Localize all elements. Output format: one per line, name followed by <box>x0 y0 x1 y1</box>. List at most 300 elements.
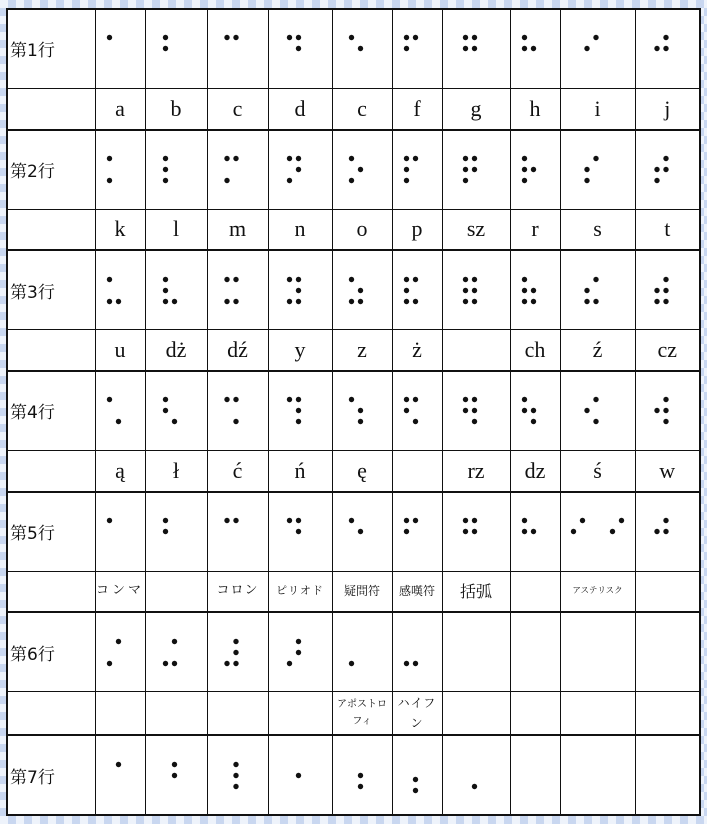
braille-dot <box>654 529 659 534</box>
row-label-blank <box>7 330 95 371</box>
braille-dot <box>521 277 526 282</box>
braille-dot <box>106 178 111 183</box>
dot-row <box>7 735 700 815</box>
letter-label <box>145 571 207 612</box>
braille-cell-container <box>95 492 145 571</box>
braille-cell-container <box>560 130 635 209</box>
letter-label: sz <box>442 209 510 250</box>
braille-cell <box>208 133 267 206</box>
braille-dot <box>286 661 291 666</box>
braille-cell <box>269 254 331 327</box>
braille-dot <box>471 397 476 402</box>
braille-dot <box>663 35 668 40</box>
braille-dot <box>162 167 167 172</box>
braille-dot <box>115 419 120 424</box>
braille-cell <box>333 616 391 689</box>
braille-cell <box>443 495 509 568</box>
braille-cell-container <box>510 735 560 815</box>
braille-cell <box>269 616 331 689</box>
braille-cell-container <box>560 735 635 815</box>
braille-cell <box>96 374 144 447</box>
braille-dot <box>224 156 229 161</box>
braille-dot <box>171 761 176 766</box>
letter-label: ch <box>510 330 560 371</box>
braille-dot <box>357 419 362 424</box>
braille-cell <box>511 616 559 689</box>
braille-cell <box>333 12 391 85</box>
letter-label <box>510 692 560 736</box>
letter-label: t <box>635 209 700 250</box>
braille-cell-container <box>207 9 268 88</box>
braille-dot <box>521 397 526 402</box>
braille-dot <box>403 156 408 161</box>
braille-cell-container <box>268 250 332 329</box>
letter-label: r <box>510 209 560 250</box>
letter-label: dź <box>207 330 268 371</box>
braille-dot <box>403 397 408 402</box>
braille-cell <box>443 133 509 206</box>
braille-cell-container <box>392 371 442 450</box>
braille-cell-container <box>510 612 560 691</box>
braille-dot <box>654 299 659 304</box>
braille-cell-container <box>268 9 332 88</box>
braille-dot <box>593 299 598 304</box>
row-label-blank <box>7 692 95 736</box>
letter-label <box>635 571 700 612</box>
braille-dot <box>663 397 668 402</box>
braille-dot <box>521 178 526 183</box>
braille-dot <box>579 518 584 523</box>
braille-dot <box>403 661 408 666</box>
text-row <box>7 571 700 612</box>
braille-dot <box>663 518 668 523</box>
braille-cell <box>561 254 634 327</box>
letter-label: ż <box>392 330 442 371</box>
symbol-name: ハイフン <box>392 692 442 736</box>
braille-dot <box>348 35 353 40</box>
braille-dot <box>295 772 300 777</box>
letter-label: m <box>207 209 268 250</box>
braille-cell-container <box>207 371 268 450</box>
braille-cell <box>393 495 441 568</box>
braille-cell <box>443 374 509 447</box>
braille-dot <box>233 761 238 766</box>
braille-dot <box>295 288 300 293</box>
braille-dot <box>162 288 167 293</box>
braille-dot <box>654 408 659 413</box>
braille-dot <box>286 35 291 40</box>
braille-dot <box>348 661 353 666</box>
dot-row <box>7 130 700 209</box>
braille-dot <box>286 299 291 304</box>
braille-cell <box>333 133 391 206</box>
braille-dot <box>233 639 238 644</box>
braille-dot <box>115 299 120 304</box>
braille-cell <box>511 12 559 85</box>
braille-cell-container <box>635 250 700 329</box>
braille-cell <box>146 133 206 206</box>
braille-cell-container <box>332 130 392 209</box>
braille-dot <box>412 156 417 161</box>
braille-cell-container <box>145 492 207 571</box>
braille-cell <box>561 616 634 689</box>
letter-label: p <box>392 209 442 250</box>
braille-dot <box>663 288 668 293</box>
braille-cell-container <box>207 612 268 691</box>
letter-label: ń <box>268 450 332 491</box>
braille-dot <box>462 178 467 183</box>
braille-cell-container <box>510 130 560 209</box>
braille-dot <box>115 761 120 766</box>
braille-cell-container <box>392 9 442 88</box>
letter-label: b <box>145 88 207 129</box>
braille-cell <box>636 254 699 327</box>
braille-cell <box>561 133 634 206</box>
braille-dot <box>471 288 476 293</box>
braille-cell <box>443 616 509 689</box>
braille-dot <box>403 288 408 293</box>
braille-dot <box>403 518 408 523</box>
braille-dot <box>593 35 598 40</box>
braille-cell-container <box>392 735 442 815</box>
braille-dot <box>106 277 111 282</box>
braille-cell <box>636 739 699 812</box>
braille-dot <box>233 397 238 402</box>
braille-dot <box>348 277 353 282</box>
braille-dot <box>471 46 476 51</box>
braille-dot <box>295 639 300 644</box>
braille-dot <box>618 518 623 523</box>
braille-cell-container <box>332 9 392 88</box>
braille-dot <box>171 639 176 644</box>
braille-cell-container <box>145 371 207 450</box>
braille-dot <box>593 277 598 282</box>
braille-dot <box>357 408 362 413</box>
letter-label: ą <box>95 450 145 491</box>
braille-dot <box>403 35 408 40</box>
braille-dot <box>654 288 659 293</box>
row-label: 第2行 <box>7 130 95 209</box>
braille-cell-container <box>268 130 332 209</box>
letter-label: rz <box>442 450 510 491</box>
braille-cell <box>511 133 559 206</box>
braille-dot <box>403 529 408 534</box>
braille-cell <box>636 12 699 85</box>
braille-dot <box>584 167 589 172</box>
braille-dot <box>471 783 476 788</box>
braille-cell-container <box>510 250 560 329</box>
braille-dot <box>162 46 167 51</box>
row-label-blank <box>7 209 95 250</box>
braille-dot <box>162 518 167 523</box>
braille-cell <box>443 12 509 85</box>
braille-cell-container <box>207 492 268 571</box>
braille-cell <box>96 616 144 689</box>
braille-cell <box>96 254 144 327</box>
row-label: 第5行 <box>7 492 95 571</box>
braille-dot <box>357 167 362 172</box>
braille-cell <box>208 12 267 85</box>
braille-dot <box>357 783 362 788</box>
braille-dot <box>412 776 417 781</box>
braille-cell-container <box>145 9 207 88</box>
letter-label: n <box>268 209 332 250</box>
braille-dot <box>570 529 575 534</box>
braille-cell <box>269 495 331 568</box>
letter-label <box>442 692 510 736</box>
braille-dot <box>663 299 668 304</box>
braille-dot <box>471 408 476 413</box>
braille-dot <box>224 518 229 523</box>
braille-cell-container <box>95 250 145 329</box>
braille-dot <box>462 167 467 172</box>
braille-dot <box>348 299 353 304</box>
braille-dot <box>462 46 467 51</box>
braille-cell <box>333 495 391 568</box>
braille-cell <box>393 616 441 689</box>
braille-dot <box>162 277 167 282</box>
braille-cell-container <box>392 130 442 209</box>
braille-dot <box>357 772 362 777</box>
braille-dot <box>106 156 111 161</box>
braille-dot <box>521 288 526 293</box>
braille-dot <box>233 419 238 424</box>
braille-cell <box>636 374 699 447</box>
braille-cell <box>146 374 206 447</box>
braille-dot <box>286 156 291 161</box>
braille-cell-container <box>560 371 635 450</box>
braille-dot <box>593 419 598 424</box>
braille-cell-container <box>442 492 510 571</box>
braille-dot <box>530 408 535 413</box>
letter-label <box>207 692 268 736</box>
braille-dot <box>224 178 229 183</box>
braille-dot <box>521 529 526 534</box>
braille-cell <box>393 12 441 85</box>
braille-dot <box>530 299 535 304</box>
braille-cell-container <box>635 492 700 571</box>
braille-dot <box>162 299 167 304</box>
braille-dot <box>530 419 535 424</box>
braille-dot <box>295 529 300 534</box>
row-label-blank <box>7 450 95 491</box>
braille-dot <box>521 35 526 40</box>
braille-dot <box>663 277 668 282</box>
braille-cell-container <box>560 9 635 88</box>
braille-cell <box>511 495 559 568</box>
braille-dot <box>224 397 229 402</box>
braille-table <box>6 8 701 816</box>
braille-cell <box>333 374 391 447</box>
braille-cell-container <box>560 492 635 571</box>
braille-dot <box>357 46 362 51</box>
braille-dot <box>233 156 238 161</box>
braille-dot <box>462 35 467 40</box>
braille-cell <box>269 12 331 85</box>
letter-label: a <box>95 88 145 129</box>
braille-cell <box>96 739 144 812</box>
braille-cell <box>146 739 206 812</box>
braille-dot <box>593 156 598 161</box>
braille-cell <box>443 254 509 327</box>
braille-dot <box>471 419 476 424</box>
braille-cell-container <box>95 130 145 209</box>
braille-dot <box>357 299 362 304</box>
letter-label: z <box>332 330 392 371</box>
braille-dot <box>471 35 476 40</box>
braille-dot <box>521 167 526 172</box>
braille-dot <box>233 35 238 40</box>
braille-cell-container <box>332 612 392 691</box>
braille-dot <box>593 397 598 402</box>
symbol-name: コロン <box>207 571 268 612</box>
braille-dot <box>663 46 668 51</box>
braille-cell <box>146 254 206 327</box>
braille-dot <box>521 299 526 304</box>
braille-dot <box>530 288 535 293</box>
row-label-blank <box>7 88 95 129</box>
braille-cell <box>208 616 267 689</box>
symbol-name: 括弧 <box>442 571 510 612</box>
braille-cell <box>393 133 441 206</box>
letter-label: y <box>268 330 332 371</box>
braille-cell-container <box>510 492 560 571</box>
braille-cell <box>561 12 634 85</box>
braille-cell <box>208 254 267 327</box>
braille-dot <box>106 35 111 40</box>
braille-dot <box>471 167 476 172</box>
braille-cell <box>146 495 206 568</box>
letter-label: ł <box>145 450 207 491</box>
symbol-name: 疑問符 <box>332 571 392 612</box>
letter-label <box>510 571 560 612</box>
braille-cell-container <box>207 130 268 209</box>
braille-dot <box>471 156 476 161</box>
braille-dot <box>233 299 238 304</box>
braille-cell <box>208 374 267 447</box>
braille-table-sheet <box>6 8 699 816</box>
braille-cell <box>333 739 391 812</box>
braille-dot <box>233 772 238 777</box>
braille-dot <box>295 650 300 655</box>
braille-dot <box>412 299 417 304</box>
braille-cell-container <box>392 492 442 571</box>
letter-label: k <box>95 209 145 250</box>
symbol-name: アポストロフィ <box>332 692 392 736</box>
braille-dot <box>295 167 300 172</box>
braille-dot <box>663 419 668 424</box>
braille-cell <box>333 254 391 327</box>
braille-cell-container <box>332 250 392 329</box>
braille-cell-container <box>560 612 635 691</box>
braille-dot <box>584 299 589 304</box>
letter-label <box>635 692 700 736</box>
braille-dot <box>115 639 120 644</box>
braille-dot <box>162 156 167 161</box>
symbol-name: コンマ <box>95 571 145 612</box>
letter-label <box>560 692 635 736</box>
braille-dot <box>162 397 167 402</box>
braille-dot <box>412 35 417 40</box>
braille-dot <box>295 397 300 402</box>
braille-dot <box>348 397 353 402</box>
braille-cell <box>146 616 206 689</box>
braille-cell-container <box>268 371 332 450</box>
braille-cell-container <box>442 371 510 450</box>
row-label: 第4行 <box>7 371 95 450</box>
braille-dot <box>348 518 353 523</box>
braille-dot <box>663 529 668 534</box>
braille-cell-container <box>95 735 145 815</box>
braille-dot <box>162 35 167 40</box>
letter-label: o <box>332 209 392 250</box>
braille-cell <box>561 495 634 568</box>
braille-dot <box>412 661 417 666</box>
braille-dot <box>412 787 417 792</box>
braille-dot <box>162 408 167 413</box>
braille-cell-container <box>392 250 442 329</box>
braille-dot <box>530 167 535 172</box>
letter-label: dż <box>145 330 207 371</box>
braille-cell <box>96 133 144 206</box>
braille-dot <box>663 156 668 161</box>
braille-cell <box>269 374 331 447</box>
braille-dot <box>462 529 467 534</box>
letter-label: i <box>560 88 635 129</box>
braille-cell-container <box>635 612 700 691</box>
braille-dot <box>295 299 300 304</box>
braille-dot <box>471 299 476 304</box>
braille-cell-container <box>392 612 442 691</box>
braille-dot <box>286 397 291 402</box>
letter-label: cz <box>635 330 700 371</box>
braille-cell-container <box>442 735 510 815</box>
braille-dot <box>171 661 176 666</box>
letter-label <box>392 450 442 491</box>
text-row <box>7 692 700 736</box>
letter-label: d <box>268 88 332 129</box>
braille-dot <box>162 529 167 534</box>
braille-cell-container <box>332 492 392 571</box>
braille-cell-container <box>268 735 332 815</box>
braille-dot <box>663 408 668 413</box>
dot-row <box>7 9 700 88</box>
letter-label: c <box>332 88 392 129</box>
braille-cell-container <box>207 250 268 329</box>
letter-label <box>95 692 145 736</box>
symbol-name: 感嘆符 <box>392 571 442 612</box>
braille-dot <box>286 518 291 523</box>
letter-label <box>268 692 332 736</box>
braille-cell-container <box>510 9 560 88</box>
braille-dot <box>233 518 238 523</box>
braille-cell-container <box>95 612 145 691</box>
letter-label <box>442 330 510 371</box>
braille-dot <box>348 156 353 161</box>
braille-dot <box>403 299 408 304</box>
braille-dot <box>584 178 589 183</box>
braille-dot <box>171 419 176 424</box>
letter-label: c <box>207 88 268 129</box>
braille-cell <box>96 495 144 568</box>
text-row <box>7 450 700 491</box>
letter-label: u <box>95 330 145 371</box>
braille-dot <box>171 299 176 304</box>
braille-cell-container <box>145 130 207 209</box>
text-row <box>7 330 700 371</box>
letter-label: g <box>442 88 510 129</box>
row-label: 第6行 <box>7 612 95 691</box>
